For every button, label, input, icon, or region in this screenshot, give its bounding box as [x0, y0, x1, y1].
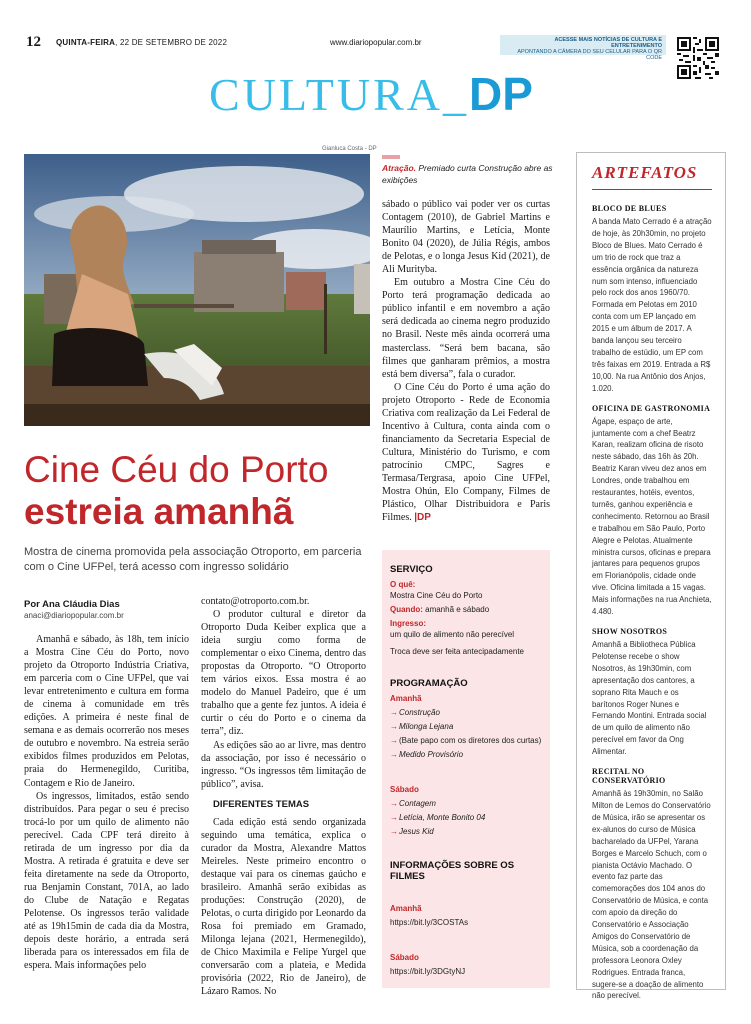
subhead: DIFERENTES TEMAS: [213, 798, 310, 810]
list-item: [390, 749, 542, 760]
article-column-1: [24, 633, 189, 972]
promo-line1: ACESSE MAIS NOTÍCIAS DE CULTURA E ENTRETENIMENTO: [554, 37, 662, 49]
arrow-icon: →: [390, 708, 398, 717]
list-item: [390, 721, 542, 732]
arrow-icon: →: [390, 827, 398, 836]
quando-row: [390, 604, 542, 615]
end-tag: |DP: [414, 512, 431, 524]
paragraph: As edições são ao ar livre, mas dentro da associação, por isso é necessário o ingresso. “Os ingressos têm limitação de público”, avisa.: [201, 739, 366, 790]
weekday: QUINTA-FEIRA: [56, 38, 116, 47]
qr-promo-box: [500, 35, 666, 61]
arrow-icon: →: [390, 722, 398, 731]
date-line: [56, 38, 227, 47]
artefatos-section: [592, 204, 712, 395]
page-number: 12: [26, 34, 41, 50]
caption-accent-bar: [382, 155, 400, 159]
site-url[interactable]: www.diariopopular.com.br: [330, 38, 422, 47]
headline-line1: Cine Céu do Porto: [24, 449, 329, 490]
section-text: A banda Mato Cerrado é a atração de hoje, às 20h30min, no projeto Bloco de Blues. Mato Cerrado é um trio de rock que traz a essência orgânica da natureza num som intenso, influenciado pelo rock dos anos 1960/70. Formada em Pelotas em 2010 conta com um EP lançado em 2015 e um álbum de 2017. A banda lançou seu terceiro trabalho de estúdio, um EP com três faixas em 2019. Entrada a R$ 10,00. Na rua Antônio dos Anjos, 1.020.: [592, 217, 712, 393]
date: , 22 DE SETEMBRO DE 2022: [115, 38, 228, 47]
list-item: [390, 707, 542, 718]
film-title: Construção: [399, 708, 440, 717]
paragraph: Em outubro a Mostra Cine Céu do Porto terá programação dedicada ao público infantil e em novembro a ação será dedicada ao cinema negro produzido no Brasil. Neste mês ainda ocorrerá uma masterclass. “Será bem bacana, são filmes que ganharam prêmios, a mostra está bem diversa”, fala o curador.: [382, 277, 550, 380]
oque-value: Mostra Cine Céu do Porto: [390, 591, 483, 600]
film-title: Medido Provisório: [399, 750, 464, 759]
promo-line2: APONTANDO A CÂMERA DO SEU CELULAR PARA O QR CODE: [517, 49, 662, 61]
arrow-icon: →: [390, 750, 398, 759]
byline-email[interactable]: anaci@diariopopular.com.br: [24, 611, 124, 620]
arrow-icon: →: [390, 813, 398, 822]
caption-text: Premiado curta Construção abre as exibições: [382, 163, 553, 185]
info-day-label: Sábado: [390, 953, 419, 962]
caption-lead: Atração.: [382, 163, 417, 173]
servico-box: [382, 550, 550, 988]
arrow-icon: →: [390, 799, 398, 808]
info-day-label: Amanhã: [390, 904, 422, 913]
paragraph-continued: contato@otroporto.com.br.: [201, 596, 310, 607]
servico-title: SERVIÇO: [390, 564, 433, 575]
info-link[interactable]: https://bit.ly/3COSTAs: [390, 918, 469, 927]
paragraph: Cada edição está sendo organizada seguindo uma temática, explica o curador da Mostra, Alexandre Mattos Meireles. Neste primeiro encontro o destaque vai para os cinemas gaúcho e brasileiro. Amanhã serão exibidas as produções: Construção (2020), de Pelotas, o curta dirigido por Leonardo da Rosa foi premiado em Gramado, Milonga lejana (2021, Hermenegildo), de Chico Maximila e Felipe Yurgel que conversarão com a plateia, e Medida provisória (2022, Rio de Janeiro), de Lázaro Ramos. No: [201, 816, 366, 998]
section-text: Amanhã às 19h30min, no Salão Milton de Lemos do Conservatório de Música, irão se apresentar os ex-alunos do curso de Música bacharelado da UFPel, Yarana Borges e Marcelo Schuch, com o pianista Octávio Machado. O evento faz parte das comemorações dos 104 anos do Conservatório de Música, e conta com apoio da direção do Conservatório e Associação Amigos do Conservatório de Música, sob a coordenação da professora Leonora Oxley Rodrigues. Entrada franca, sugere-se a doação de alimento não perecível.: [592, 789, 711, 1001]
paragraph: Os ingressos, limitados, estão sendo distribuídos. Para pegar o seu é preciso trocá-lo por um quilo de alimento não perecível. Cada CPF terá direito à retirada de um ingresso por dia da Mostra. A retirada é gratuita e deve ser feita diretamente na sede da Otroporto, rua Benjamin Constant, 701A, ao lado do Clube de Natação e Regatas Pelotense. Os ingressos terão validade até as 19h15min de cada dia da Mostra, depois deste horário, a entrada será liberada para os interessados em fila de espera. Mais informações pelo: [24, 790, 189, 972]
ingresso-label: Ingresso:: [390, 619, 427, 628]
day-label: Amanhã: [390, 694, 422, 703]
article-photo: [24, 154, 370, 426]
section-heading: SHOW NOSOTROS: [592, 627, 668, 636]
paragraph: O produtor cultural e diretor da Otroporto Duda Keiber explica que a ideia surgiu como forma de complementar o eixo Cinema, dentro das propostas da Otroporto. “O Otroporto tem vários eixos. Essa mostra é ao modelo do Manuel Padeiro, que é um trabalho que a gente fez juntos. A ideia é curtir o céu do Porto e o cinema da terra”, diz.: [201, 609, 366, 738]
paragraph: Amanhã e sábado, às 18h, tem início a Mostra Cine Céu do Porto, novo projeto da Otroporto Indústria Criativa, em parceria com o Cine UFPel, que vai levar entretenimento e cultura em forma de cinema à comunidade em três edições. A primeira é neste final de semana e as demais ocorrerão nos meses de outubro e novembro. Na estreia serão exibidos filmes produzidos em Pelotas, praia do Hermenegildo, Curitiba, Contagem e Rio de Janeiro.: [24, 634, 189, 789]
section-title-dp: DP: [469, 68, 533, 120]
section-text: Amanhã a Bibliotheca Pública Pelotense recebe o show Nosotros, às 19h30min, com apresentação dos cantores, a soprano Rita Mauch e os barítonos Roger Nunes e Fernando Montini. Entrada social de um quilo de alimento não perecível em favor da Ong Alimentar.: [592, 640, 707, 757]
qr-code-icon[interactable]: [677, 37, 719, 79]
item-text: (Bate papo com os diretores dos curtas): [399, 736, 542, 745]
list-item: [390, 826, 542, 837]
artefatos-section: [592, 404, 712, 618]
film-title: Contagem: [399, 799, 436, 808]
artefatos-title: ARTEFATOS: [592, 163, 698, 182]
programacao-title: PROGRAMAÇÃO: [390, 678, 468, 689]
quando-value: amanhã e sábado: [422, 605, 490, 614]
ingresso-row: [390, 618, 542, 640]
arrow-icon: →: [390, 736, 398, 745]
section-heading: OFICINA DE GASTRONOMIA: [592, 403, 711, 413]
headline-line2: estreia amanhã: [24, 491, 294, 532]
info-title: INFORMAÇÕES SOBRE OS FILMES: [390, 860, 515, 882]
photo-caption: [382, 162, 562, 186]
artefatos-section: [592, 627, 712, 758]
artefatos-sidebar: [576, 152, 726, 1001]
list-item: [390, 812, 542, 823]
paragraph-text: O Cine Céu do Porto é uma ação do projeto Otroporto - Rede de Economia Criativa com realização da Lei Federal de Incentivo à Cultura, conta ainda com o financiamento da Secretaria Especial de Cultura, Ministério do Turismo, e com patrocínio CMPC, Sagres e Termasa/Tergrasa, apoio Cine UFPel, Mostra Ohún, Elo Company, Filmes de Plástico, Olhar Distribuidora e Paris Filmes.: [382, 381, 550, 524]
section-title-main: CULTURA_: [209, 69, 469, 120]
section-title: [209, 68, 533, 120]
list-item: [390, 798, 542, 809]
paragraph-continued: sábado o público vai poder ver os curtas Contagem (2010), de Gabriel Martins e Maurílio Martins, e Letícia, Monte Bonito 04 (2020), de Júlia Régis, ambos de Pelotas, e o longa Jesus Kid (2021), de Ali Murityba.: [382, 199, 550, 276]
list-item: [390, 735, 542, 746]
film-title: Letícia, Monte Bonito 04: [399, 813, 486, 822]
oque-row: [390, 579, 542, 601]
artefatos-divider: [592, 189, 712, 190]
section-text: Ágape, espaço de arte, juntamente com a chef Beatrz Karan, realizam oficina de risoto neste sábado, das 16h às 20h. Beatriz Karan viveu dez anos em Londres, onde trabalhou em restaurantes, hotéis, eventos, turnês, ganhou experiência e conhecimento. Retornou ao Brasil e trabalhou em São Paulo, Porto Alegre e Pelotas. Atualmente ministra cursos, oficinas e prepara jantares para pequenos grupos em Florianópolis, cidade onde vive. Oficina limitada a 15 vagas. Mais informações na rua Anchieta, 4.480.: [592, 416, 712, 617]
photo-credit: Gianluca Costa - DP: [322, 146, 377, 152]
article-column-2: [201, 595, 366, 998]
article-column-3: [382, 198, 550, 524]
artefatos-section: [592, 767, 712, 1002]
film-title: Jesus Kid: [399, 827, 434, 836]
byline: Por Ana Cláudia Dias: [24, 599, 120, 610]
film-title: Milonga Lejana: [399, 722, 454, 731]
section-heading: RECITAL NO CONSERVATÓRIO: [592, 767, 666, 786]
quando-label: Quando:: [390, 605, 423, 614]
ingresso-value: um quilo de alimento não perecível: [390, 630, 515, 639]
section-heading: BLOCO DE BLUES: [592, 204, 667, 213]
article-deck: Mostra de cinema promovida pela associação Otroporto, em parceria com o Cine UFPel, terá acesso com ingresso solidário: [24, 546, 362, 573]
troca-note: Troca deve ser feita antecipadamente: [390, 647, 525, 656]
info-link[interactable]: https://bit.ly/3DGtyNJ: [390, 967, 466, 976]
day-label: Sábado: [390, 785, 419, 794]
paragraph: [382, 381, 550, 525]
oque-label: O quê:: [390, 580, 416, 589]
end-tag-text: DP: [417, 512, 431, 524]
